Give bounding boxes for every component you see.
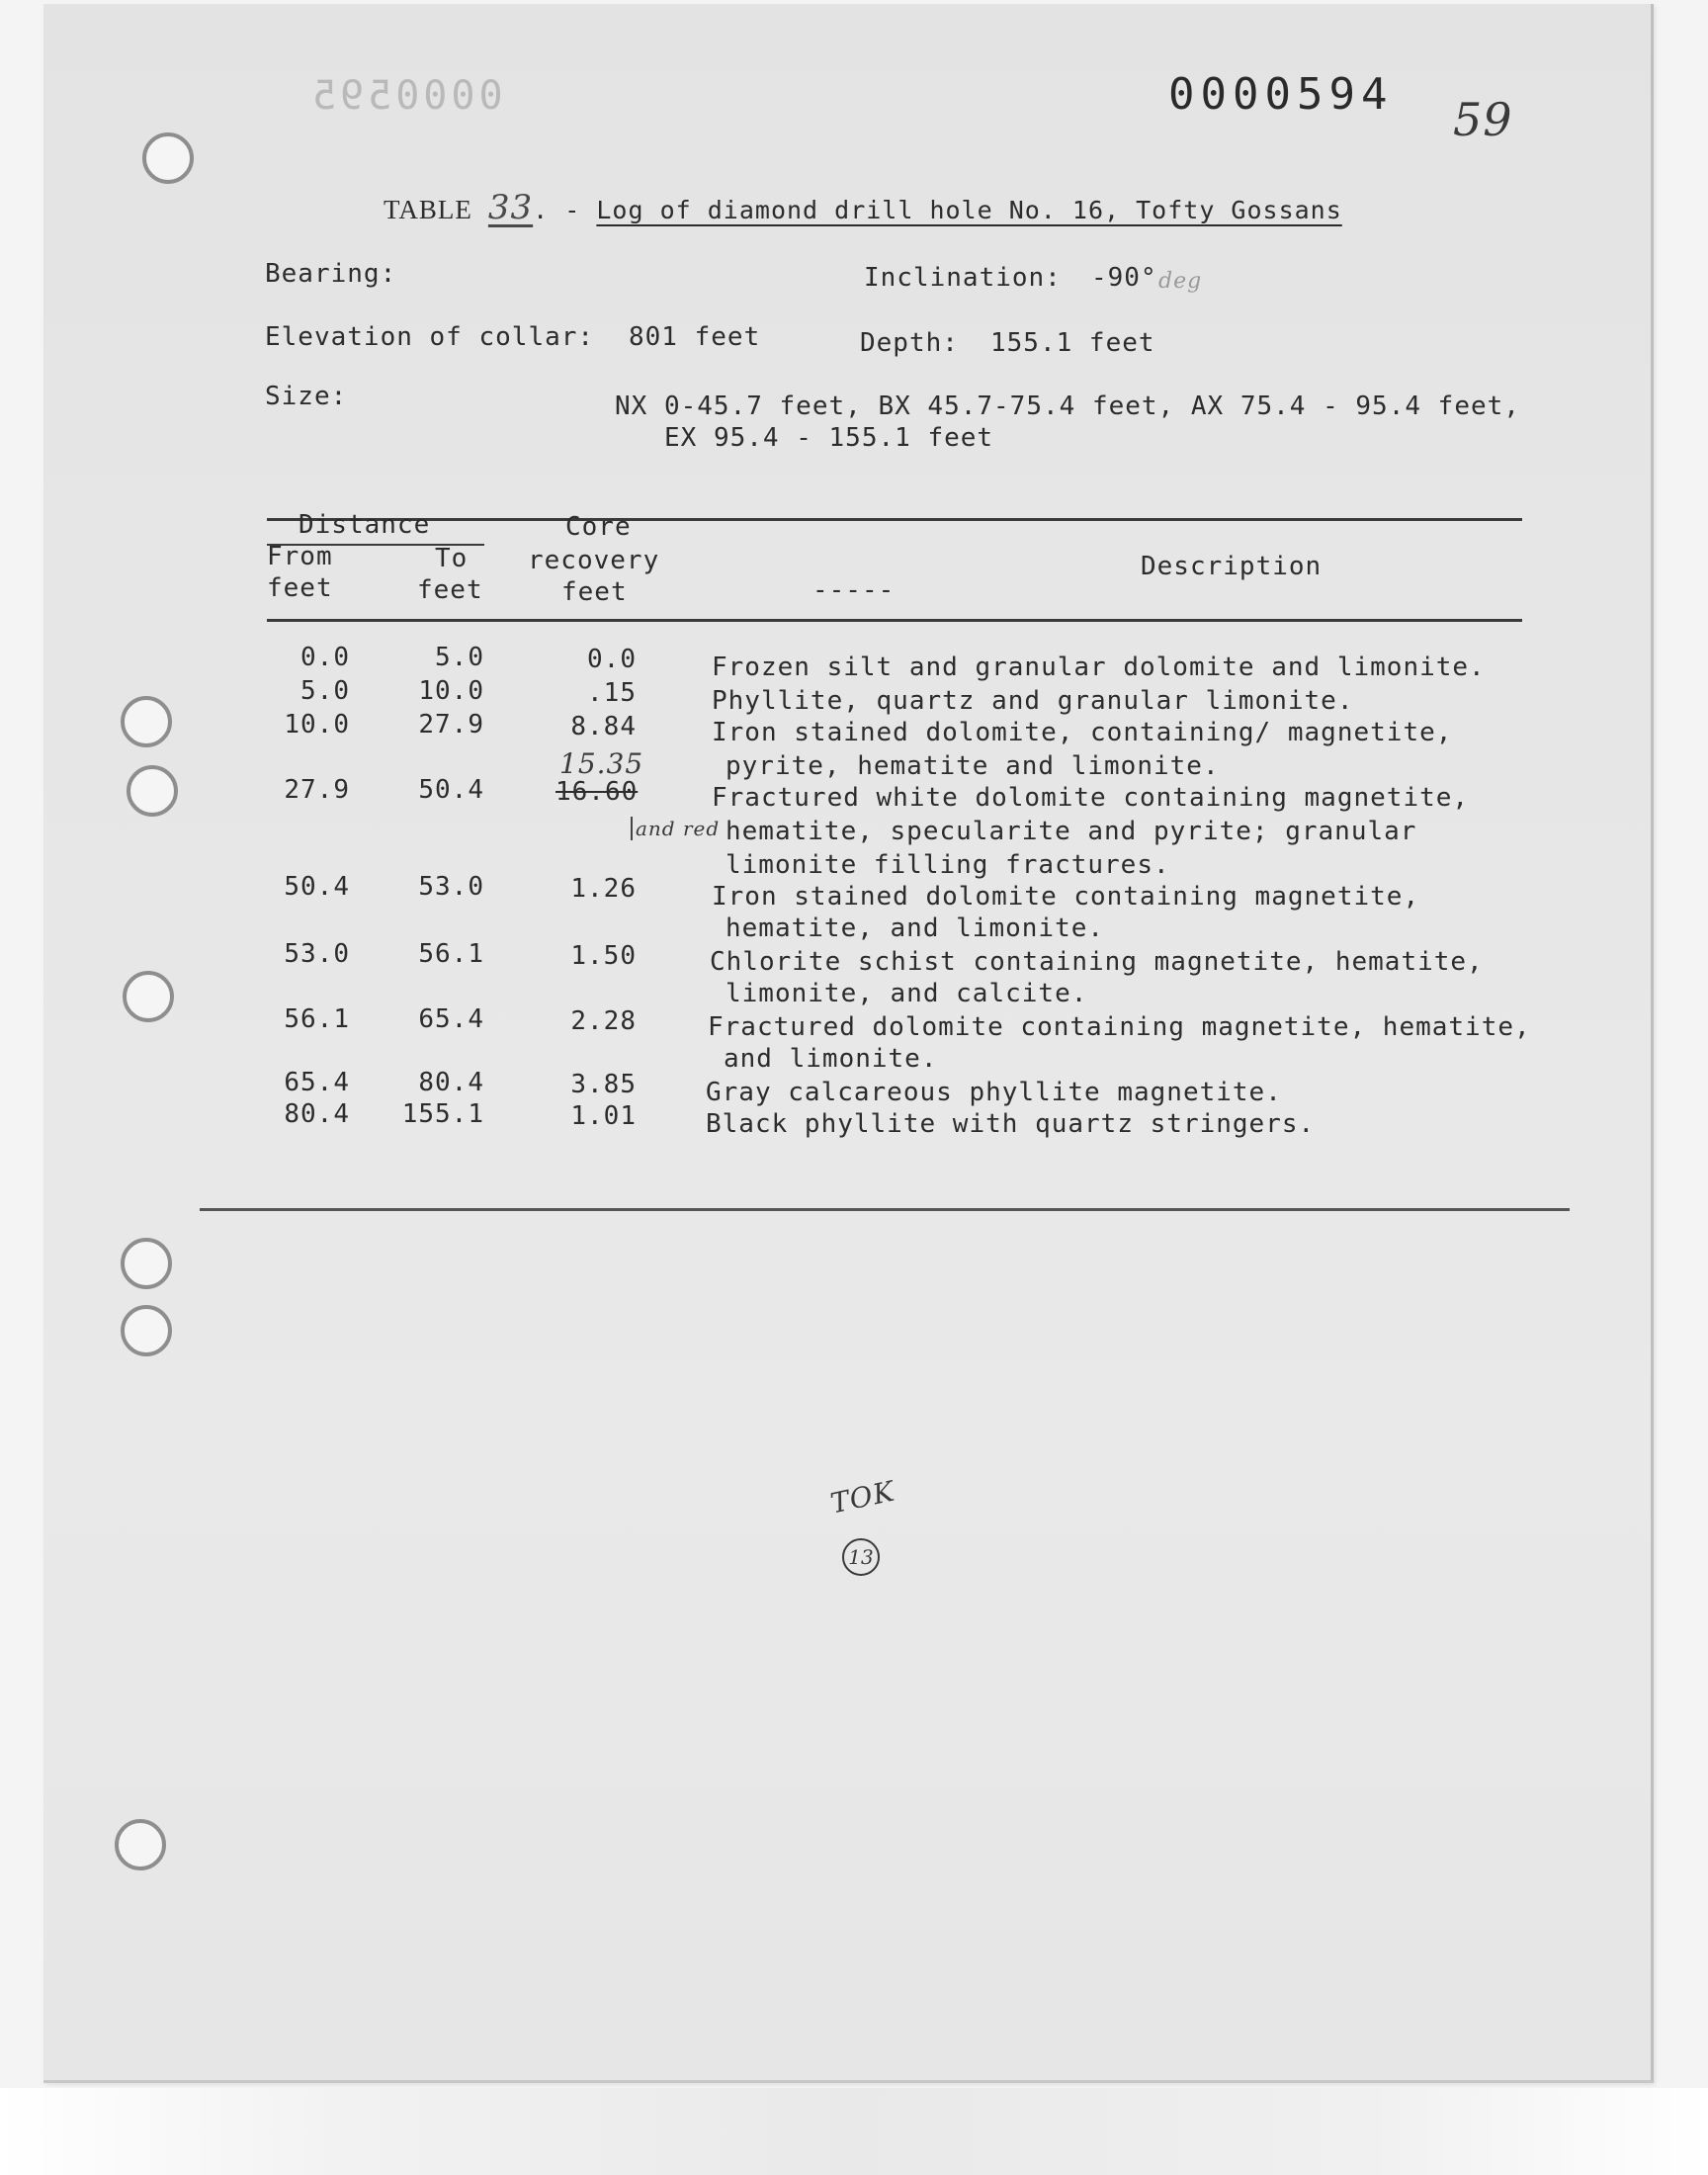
table-bottom-rule [200,1208,1570,1211]
to-cell: 53.0 [418,872,484,902]
description-line: Black phyllite with quartz stringers. [706,1109,1316,1139]
core-correction: 15.35 [559,747,644,780]
core-cell-struck: 16.60 [555,777,639,807]
from-cell: 10.0 [284,710,350,740]
title-separator: . - [533,196,581,224]
to-cell: 155.1 [401,1099,484,1129]
core-header-2: recovery [528,546,660,575]
bearing-label: Bearing: [265,259,397,289]
to-cell: 27.9 [418,710,484,740]
core-cell: 1.01 [570,1101,637,1131]
inclination-label: Inclination: [864,263,1062,293]
binder-hole [121,1305,172,1356]
header-dashes: ----- [812,575,896,605]
description-line: hematite, and limonite. [726,914,1105,943]
to-cell: 56.1 [418,939,484,969]
table-number: 33 [487,188,534,227]
core-cell: 8.84 [570,712,637,741]
circled-number: 13 [842,1538,880,1576]
description-line: and limonite. [724,1044,938,1074]
binder-hole [142,132,194,184]
binder-hole [123,971,174,1022]
size-label: Size: [265,382,348,411]
core-header-1: Core [565,512,632,542]
to-cell: 5.0 [435,643,484,672]
description-line: Phyllite, quartz and granular limonite. [712,686,1354,716]
to-cell: 80.4 [418,1068,484,1097]
from-cell: 80.4 [284,1099,350,1129]
description-line: Iron stained dolomite containing magnetite, [712,882,1420,912]
from-cell: 53.0 [284,939,350,969]
description-line: Frozen silt and granular dolomite and limonite. [712,652,1486,682]
from-cell: 27.9 [284,775,350,805]
core-cell: 1.26 [570,874,637,904]
binder-hole [127,765,178,817]
to-header-1: To [435,544,469,573]
to-cell: 10.0 [418,676,484,706]
table-top-rule [267,518,1522,521]
size-line-1: NX 0-45.7 feet, BX 45.7-75.4 feet, AX 75.4 - 95.4 feet, [615,392,1520,421]
document-number: 0000594 [1168,69,1394,120]
binder-hole [121,696,172,747]
page-mark: 59 [1453,93,1513,146]
core-cell: 2.28 [570,1006,637,1036]
from-cell: 50.4 [284,872,350,902]
table-title [384,188,1342,227]
distance-header: Distance [299,510,431,540]
header-bottom-rule [267,619,1522,622]
from-cell: 0.0 [300,643,350,672]
scan-bottom-strip [0,2088,1708,2175]
description-line: hematite, specularite and pyrite; granular [726,817,1417,846]
binder-hole [115,1819,166,1870]
description-line: Iron stained dolomite, containing/ magnetite, [712,718,1453,747]
core-cell: .15 [587,678,637,708]
core-cell: 3.85 [570,1070,637,1099]
description-line: pyrite, hematite and limonite. [726,751,1220,781]
document-page [43,4,1654,2083]
inclination-hand-note: deg [1158,269,1203,294]
description-line: limonite, and calcite. [726,979,1088,1008]
core-cell: 1.50 [570,941,637,971]
to-header-2: feet [417,575,483,605]
from-cell: 5.0 [300,676,350,706]
description-line: limonite filling fractures. [726,850,1170,880]
core-header-3: feet [561,577,628,607]
size-line-2: EX 95.4 - 155.1 feet [664,423,994,453]
elevation-value: 801 feet [629,322,761,352]
core-cell: 0.0 [587,645,637,674]
from-header-2: feet [267,573,333,603]
table-label: TABLE [384,195,472,224]
inclination-value: -90° [1091,263,1157,293]
description-line: Fractured dolomite containing magnetite, hematite, [708,1012,1531,1042]
elevation-label: Elevation of collar: [265,322,595,352]
description-line: Fractured white dolomite containing magnetite, [712,783,1470,813]
table-caption: Log of diamond drill hole No. 16, Tofty Gossans [596,196,1342,224]
depth-label: Depth: [860,328,959,358]
handwritten-mark: TOK [827,1474,898,1521]
to-cell: 50.4 [418,775,484,805]
from-cell: 65.4 [284,1068,350,1097]
description-line: Gray calcareous phyllite magnetite. [706,1078,1282,1107]
insert-note: and red [631,817,720,840]
from-header-1: From [267,542,333,571]
description-header: Description [1141,552,1323,581]
depth-value: 155.1 feet [990,328,1155,358]
binder-hole [121,1238,172,1289]
to-cell: 65.4 [418,1004,484,1034]
mirror-bleed-number: 0000595 [308,73,503,119]
description-line: Chlorite schist containing magnetite, hematite, [710,947,1484,977]
from-cell: 56.1 [284,1004,350,1034]
